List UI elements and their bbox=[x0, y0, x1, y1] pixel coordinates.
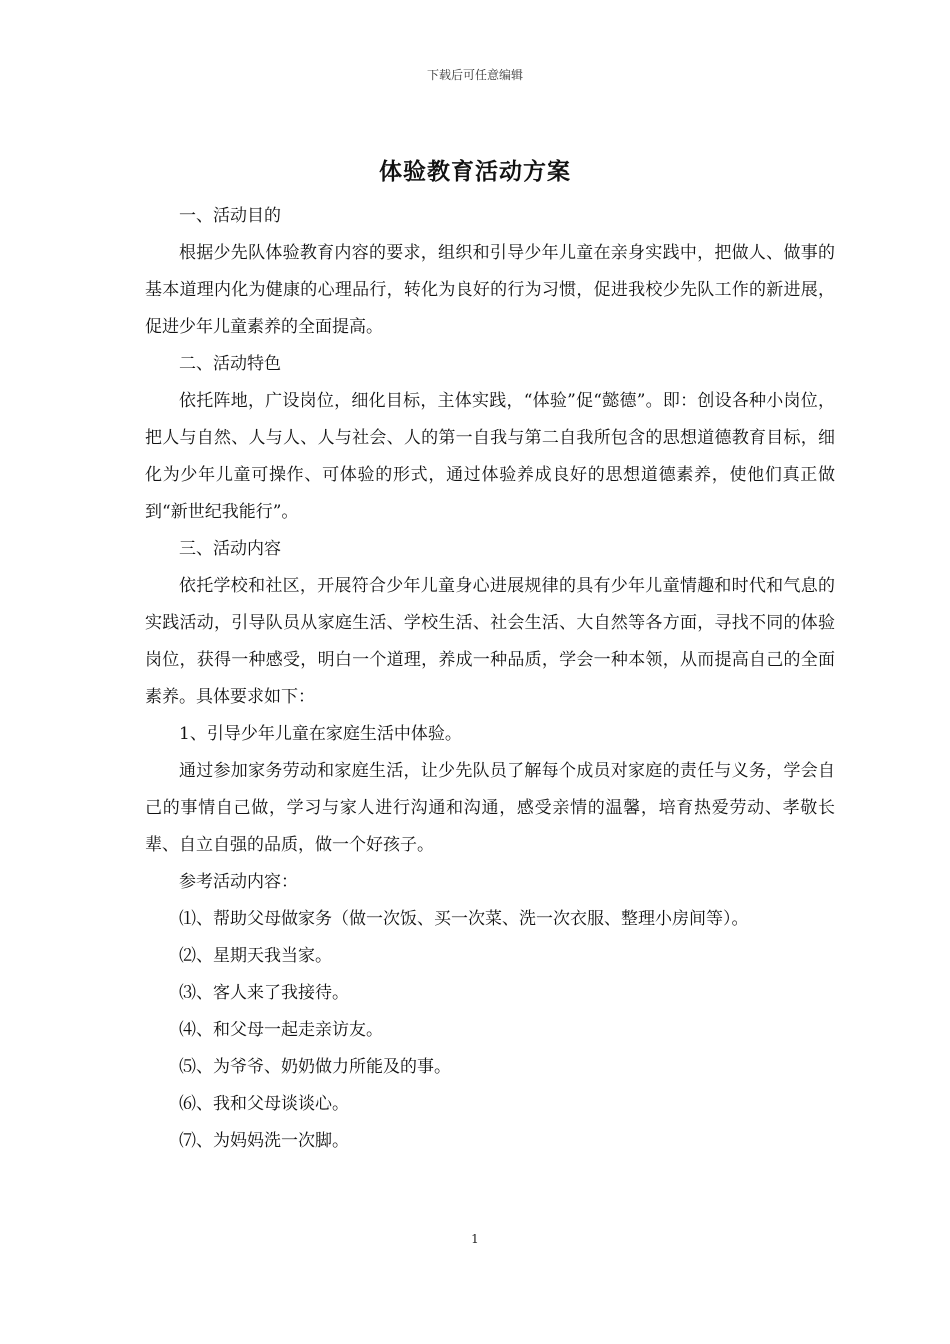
list-item: ⑷、和父母一起走亲访友。 bbox=[179, 1020, 383, 1040]
list-item: ⑺、为妈妈洗一次脚。 bbox=[179, 1131, 349, 1151]
document-body bbox=[145, 198, 835, 1160]
paragraph-purpose: 根据少先队体验教育内容的要求，组织和引导少年儿童在亲身实践中，把做人、做事的基本道理内化为健康的心理品行，转化为良好的行为习惯，促进我校少先队工作的新进展，促进少年儿童素养的全面提高。 bbox=[145, 243, 835, 337]
paragraph-features: 依托阵地，广设岗位，细化目标，主体实践，“体验”促“懿德”。即：创设各种小岗位，把人与自然、人与人、人与社会、人的第一自我与第二自我所包含的思想道德教育目标，细化为少年儿童可操作、可体验的形式，通过体验养成良好的思想道德素养，使他们真正做到“新世纪我能行”。 bbox=[145, 391, 835, 522]
list-item: ⑴、帮助父母做家务（做一次饭、买一次菜、洗一次衣服、整理小房间等）。 bbox=[179, 909, 749, 929]
list-item: ⑶、客人来了我接待。 bbox=[179, 983, 349, 1003]
list-item: ⑹、我和父母谈谈心。 bbox=[179, 1094, 349, 1114]
paragraph-content: 依托学校和社区，开展符合少年儿童身心进展规律的具有少年儿童情趣和时代和气息的实践活动，引导队员从家庭生活、学校生活、社会生活、大自然等各方面，寻找不同的体验岗位，获得一种感受，明白一个道理，养成一种品质，学会一种本领，从而提高自己的全面素养。具体要求如下： bbox=[145, 576, 835, 707]
document-title: 体验教育活动方案 bbox=[379, 158, 571, 185]
page-number: 1 bbox=[471, 1232, 479, 1246]
paragraph-family-life: 通过参加家务劳动和家庭生活，让少先队员了解每个成员对家庭的责任与义务，学会自己的事情自己做，学习与家人进行沟通和沟通，感受亲情的温馨，培育热爱劳动、孝敬长辈、自立自强的品质，做一个好孩子。 bbox=[145, 761, 835, 855]
section-heading-features: 二、活动特色 bbox=[179, 354, 281, 374]
page-header-note: 下载后可任意编辑 bbox=[426, 68, 523, 82]
section-heading-purpose: 一、活动目的 bbox=[179, 206, 281, 226]
subheading-family-life: 1、引导少年儿童在家庭生活中体验。 bbox=[179, 724, 462, 744]
reference-activities-label: 参考活动内容： bbox=[179, 872, 298, 892]
list-item: ⑵、星期天我当家。 bbox=[179, 946, 332, 966]
section-heading-content: 三、活动内容 bbox=[179, 539, 281, 559]
list-item: ⑸、为爷爷、奶奶做力所能及的事。 bbox=[179, 1057, 451, 1077]
